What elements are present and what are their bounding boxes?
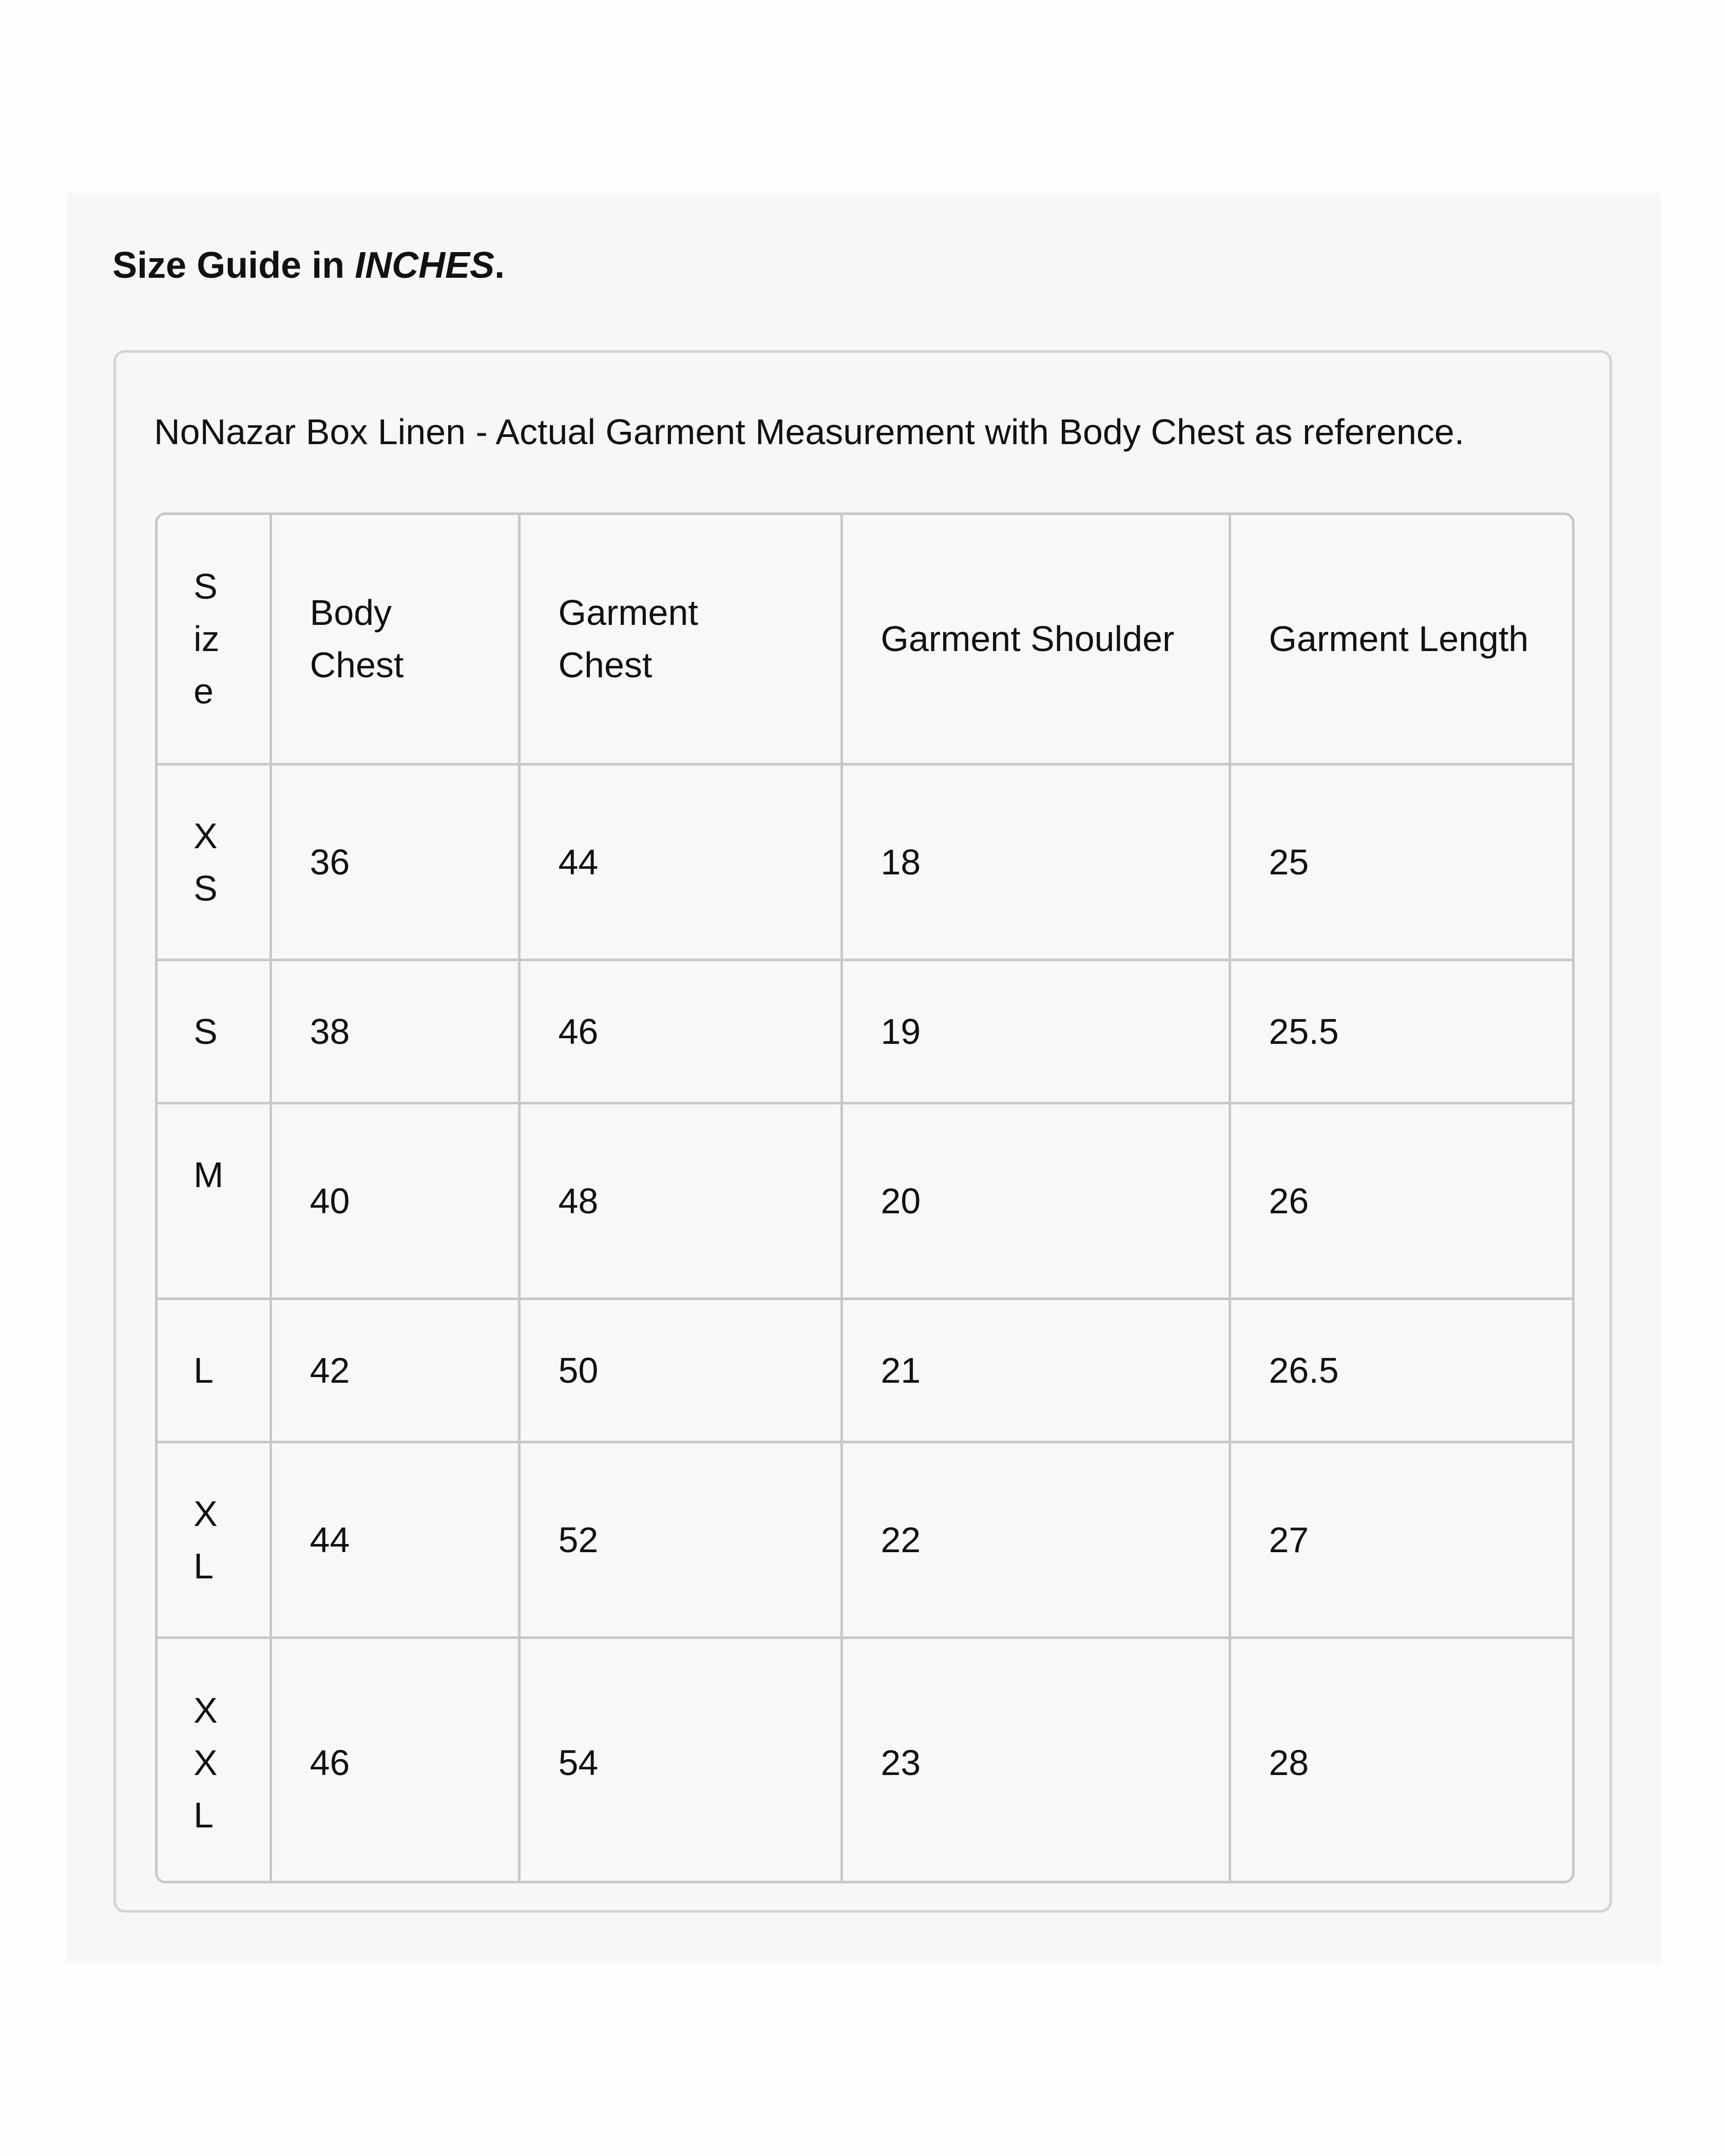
garment-length-cell: 25 bbox=[1230, 764, 1572, 960]
table-row bbox=[158, 960, 1572, 1103]
garment-chest-cell: 44 bbox=[519, 764, 841, 960]
header-garment-chest: Garment Chest bbox=[519, 515, 841, 764]
measurement-card bbox=[113, 350, 1612, 1913]
size-cell: L bbox=[158, 1299, 271, 1442]
body-chest-cell: 36 bbox=[271, 764, 519, 960]
garment-chest-cell: 52 bbox=[519, 1442, 841, 1637]
garment-shoulder-cell: 20 bbox=[841, 1103, 1230, 1299]
garment-length-cell: 28 bbox=[1230, 1637, 1572, 1883]
header-body-chest: Body Chest bbox=[271, 515, 519, 764]
garment-chest-cell: 54 bbox=[519, 1637, 841, 1883]
table-row bbox=[158, 1637, 1572, 1883]
size-cell: S bbox=[158, 960, 271, 1103]
body-chest-cell: 40 bbox=[271, 1103, 519, 1299]
body-chest-cell: 38 bbox=[271, 960, 519, 1103]
heading-suffix: . bbox=[494, 245, 505, 286]
garment-shoulder-cell: 22 bbox=[841, 1442, 1230, 1637]
garment-shoulder-cell: 21 bbox=[841, 1299, 1230, 1442]
body-chest-cell: 46 bbox=[271, 1637, 519, 1883]
table-row bbox=[158, 764, 1572, 960]
size-table-container bbox=[155, 512, 1575, 1883]
size-table bbox=[158, 515, 1572, 1883]
body-chest-cell: 44 bbox=[271, 1442, 519, 1637]
body-chest-cell: 42 bbox=[271, 1299, 519, 1442]
measurement-caption: NoNazar Box Linen - Actual Garment Measurement with Body Chest as reference. bbox=[154, 412, 1465, 452]
size-guide-heading bbox=[112, 243, 505, 288]
heading-prefix: Size Guide in bbox=[112, 245, 355, 286]
garment-length-cell: 26 bbox=[1230, 1103, 1572, 1299]
garment-length-cell: 25.5 bbox=[1230, 960, 1572, 1103]
header-size: Size bbox=[158, 515, 271, 764]
garment-chest-cell: 50 bbox=[519, 1299, 841, 1442]
table-row bbox=[158, 1442, 1572, 1637]
size-cell: XXL bbox=[158, 1637, 271, 1883]
garment-length-cell: 26.5 bbox=[1230, 1299, 1572, 1442]
garment-chest-cell: 48 bbox=[519, 1103, 841, 1299]
garment-length-cell: 27 bbox=[1230, 1442, 1572, 1637]
header-garment-shoulder: Garment Shoulder bbox=[841, 515, 1230, 764]
header-garment-length: Garment Length bbox=[1230, 515, 1572, 764]
garment-chest-cell: 46 bbox=[519, 960, 841, 1103]
size-guide-panel bbox=[67, 193, 1660, 1963]
garment-shoulder-cell: 19 bbox=[841, 960, 1230, 1103]
size-cell: XS bbox=[158, 764, 271, 960]
garment-shoulder-cell: 18 bbox=[841, 764, 1230, 960]
heading-unit: INCHES bbox=[355, 245, 495, 286]
size-cell: XL bbox=[158, 1442, 271, 1637]
table-header-row bbox=[158, 515, 1572, 764]
table-row bbox=[158, 1299, 1572, 1442]
garment-shoulder-cell: 23 bbox=[841, 1637, 1230, 1883]
table-row bbox=[158, 1103, 1572, 1299]
size-cell: M bbox=[158, 1103, 271, 1299]
